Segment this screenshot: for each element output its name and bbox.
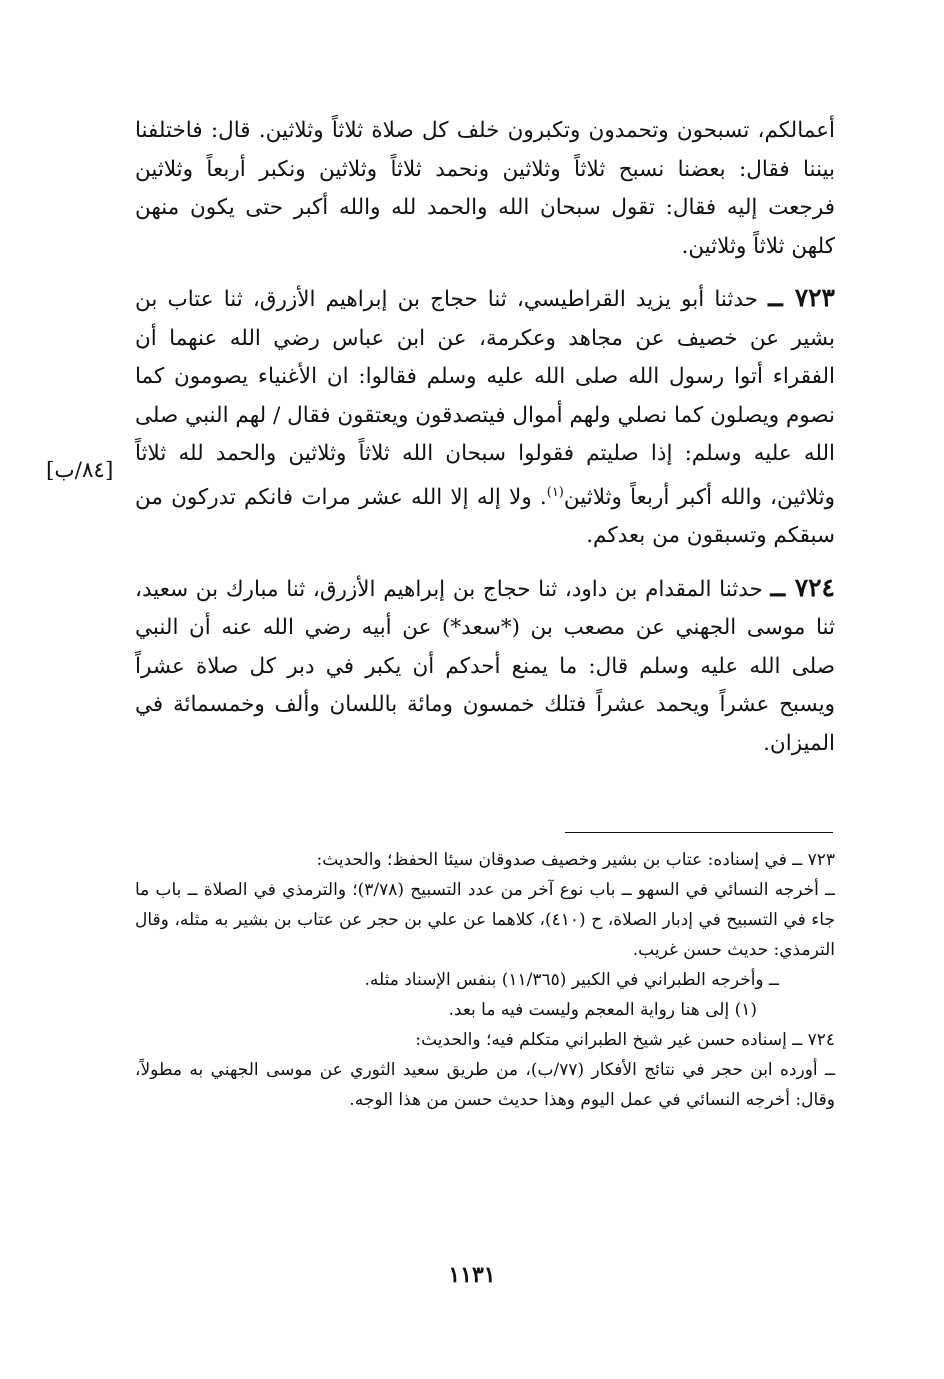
footnote-marker-1: (١) [546,484,564,500]
hadith-724 [135,569,835,764]
note-723-item-2: ــ وأخرجه الطبراني في الكبير (١١/٣٦٥) بنفس الإسناد مثله. [364,970,779,990]
hadith-number-724: ٧٢٤ ــ [770,572,835,602]
hadith-723-text: حدثنا أبو يزيد القراطيسي، ثنا حجاج بن إبراهيم الأزرق، ثنا عتاب بن بشير عن خصيف عن مجاهد وعكرمة، عن ابن عباس رضي الله عنهما أن الفقراء أتوا رسول الله صلى الله عليه وسلم فقالوا: ان الأغنياء يصومون كما نصوم ويصلون كما نصلي ولهم أموال فيتصدقون ويعتقون فقال / لهم النبي صلى الله عليه وسلم: إذا صليتم فقولوا سبحان الله ثلاثاً وثلاثين والحمد لله ثلاثاً وثلاثين، والله أكبر أربعاً وثلاثين [135,287,835,510]
paragraph-continuation: أعمالكم، تسبحون وتحمدون وتكبرون خلف كل صلاة ثلاثاً وثلاثين. قال: فاختلفنا بيننا فقال: بعضنا نسبح ثلاثاً وثلاثين ونحمد ثلاثاً وثلاثين ونكبر أربعاً وثلاثين فرجعت إليه فقال: تقول سبحان الله والحمد لله والله أكبر حتى يكون منهن كلهن ثلاثاً وثلاثين. [135,118,835,259]
hadith-number-723: ٧٢٣ ــ [768,283,835,312]
manuscript-folio-marker: [٨٤/ب] [46,458,114,483]
note-724-heading: ٧٢٤ ــ إسناده حسن غير شيخ الطبراني متكلم فيه؛ والحديث: [415,1030,835,1050]
hadith-723 [135,279,835,556]
footnotes [135,845,835,1115]
main-text [135,112,835,763]
hadith-723-tail: . ولا إله إلا الله عشر مرات فانكم تدركون من سبقكم وتسبقون من بعدكم. [135,484,835,549]
note-723-item-1: ــ أخرجه النسائي في السهو ــ باب نوع آخر من عدد التسبيح (٣/٧٨)؛ والترمذي في الصلاة ــ باب ما جاء في التسبيح في إدبار الصلاة، ح (٤١٠)، كلاهما عن علي بن حجر عن عتاب بن بشير به مثله، وقال الترمذي: حديث حسن غريب. [135,880,835,960]
footnote-1: (١) إلى هنا رواية المعجم وليست فيه ما بعد. [448,1000,757,1020]
note-723-heading: ٧٢٣ ــ في إسناده: عتاب بن بشير وخصيف صدوقان سيئا الحفظ؛ والحديث: [316,850,835,870]
footnote-separator [565,832,833,833]
page-number: ١١٣١ [448,1262,496,1288]
note-724-item-1: ــ أورده ابن حجر في نتائج الأفكار (٧٧/ب)، من طريق سعيد الثوري عن موسى الجهني به مطولاً، وقال: أخرجه النسائي في عمل اليوم وهذا حديث حسن من هذا الوجه. [135,1060,835,1110]
hadith-724-text: حدثنا المقدام بن داود، ثنا حجاج بن إبراهيم الأزرق، ثنا مبارك بن سعيد، ثنا موسى الجهني عن مصعب بن (*سعد*) عن أبيه رضي الله عنه أن النبي صلى الله عليه وسلم قال: ما يمنع أحدكم أن يكبر في دبر كل صلاة عشراً ويسبح عشراً ويحمد عشراً فتلك خمسون ومائة باللسان وألف وخمسمائة في الميزان. [135,576,835,756]
